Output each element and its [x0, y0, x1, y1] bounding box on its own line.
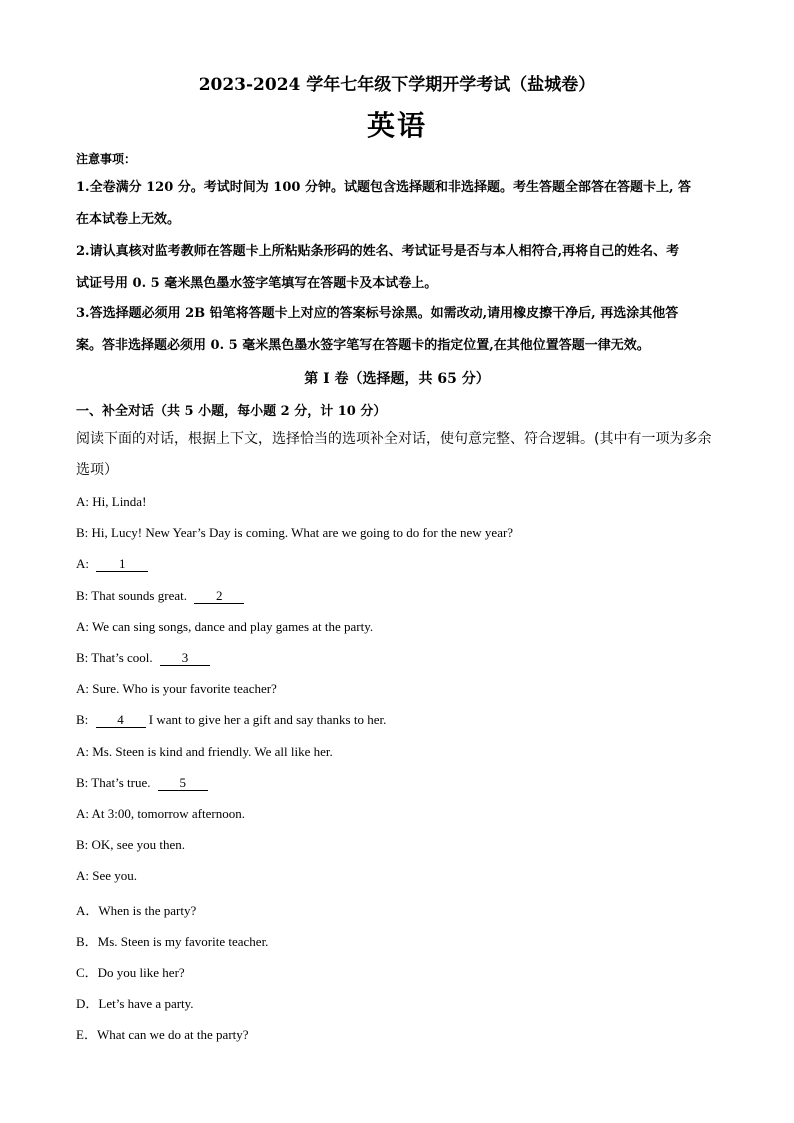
answer-blank-2[interactable]: 2 — [194, 589, 244, 604]
notice-heading: 注意事项： — [76, 152, 137, 166]
notice-item-3-line-1: 3.答选择题必须用 2B 铅笔将答题卡上对应的答案标号涂黑。如需改动,请用橡皮擦干净后, 再选涂其他答 — [76, 306, 679, 321]
dialogue-line: A: See you. — [76, 868, 138, 883]
option-a: A．When is the party? — [76, 903, 197, 918]
section-title: 第 I 卷（选择题，共 65 分） — [304, 371, 490, 387]
answer-blank-3[interactable]: 3 — [160, 651, 210, 666]
notice-item-2-line-2: 试证号用 0. 5 毫米黑色墨水签字笔填写在答题卡及本试卷上。 — [76, 276, 438, 291]
dialogue-text: B: That’s cool. — [76, 650, 153, 665]
notice-item-2 — [76, 236, 718, 300]
notice-item-1 — [76, 172, 718, 236]
instruction-line-2: 选项） — [76, 462, 118, 478]
dialogue-line: B: Hi, Lucy! New Year’s Day is coming. What are we going to do for the new year? — [76, 525, 514, 540]
answer-blank-4[interactable]: 4 — [96, 713, 146, 728]
answer-blank-5[interactable]: 5 — [158, 776, 208, 791]
notice-item-2-line-1: 2.请认真核对监考教师在答题卡上所粘贴条形码的姓名、考试证号是否与本人相符合,再将自己的姓名、考 — [76, 244, 680, 259]
dialogue-text: B: That’s true. — [76, 775, 151, 790]
subject-title: 英语 — [366, 109, 427, 142]
answer-blank-1[interactable]: 1 — [96, 557, 148, 572]
notice-item-1-line-2: 在本试卷上无效。 — [76, 212, 181, 227]
dialogue-line — [76, 650, 210, 666]
option-b: B．Ms. Steen is my favorite teacher. — [76, 934, 269, 949]
dialogue-text: B: That sounds great. — [76, 588, 187, 603]
instruction-line-1: 阅读下面的对话，根据上下文，选择恰当的选项补全对话，使句意完整、符合逻辑。(其中有一项为多余 — [76, 431, 712, 447]
dialogue-line: A: We can sing songs, dance and play games at the party. — [76, 619, 374, 634]
dialogue-line: A: At 3:00, tomorrow afternoon. — [76, 806, 245, 821]
dialogue-line: B: OK, see you then. — [76, 837, 186, 852]
part-1-instruction — [76, 424, 718, 486]
option-c: C．Do you like her? — [76, 965, 185, 980]
part-1-title: 一、补全对话（共 5 小题，每小题 2 分，计 10 分） — [76, 404, 387, 419]
dialogue-line — [76, 588, 244, 604]
speaker-prefix: A: — [76, 556, 89, 571]
speaker-prefix: B: — [76, 712, 89, 727]
notice-item-3 — [76, 298, 718, 362]
dialogue-line — [76, 775, 208, 791]
dialogue-text: I want to give her a gift and say thanks to her. — [148, 712, 387, 727]
notice-item-3-line-2: 案。答非选择题必须用 0. 5 毫米黑色墨水签字笔写在答题卡的指定位置,在其他位置答题一律无效。 — [76, 338, 650, 353]
dialogue-line: A: Ms. Steen is kind and friendly. We all like her. — [76, 744, 333, 759]
dialogue-line: A: Sure. Who is your favorite teacher? — [76, 681, 277, 696]
option-d: D．Let’s have a party. — [76, 996, 194, 1011]
exam-title: 2023-2024 学年七年级下学期开学考试（盐城卷） — [198, 75, 596, 95]
dialogue-line: A: Hi, Linda! — [76, 494, 147, 509]
dialogue-line — [76, 556, 148, 572]
dialogue-line — [76, 712, 386, 728]
notice-item-1-line-1: 1.全卷满分 120 分。考试时间为 100 分钟。试题包含选择题和非选择题。考生答题全部答在答题卡上, 答 — [76, 180, 691, 195]
option-e: E．What can we do at the party? — [76, 1027, 249, 1042]
